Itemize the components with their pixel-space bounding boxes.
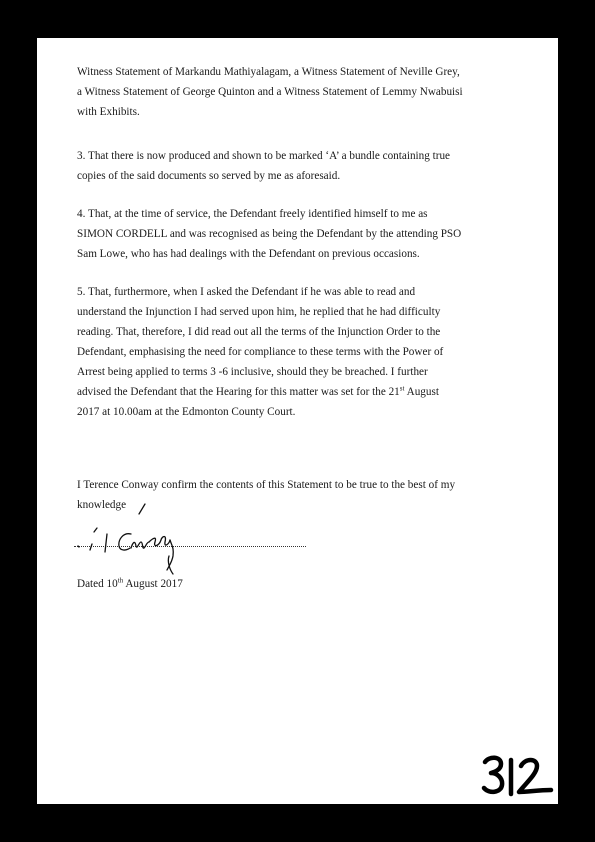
text-line: Defendant, emphasising the need for compliance to these terms with the Power of [77,346,444,358]
text-line: 2017 at 10.00am at the Edmonton County Court. [77,406,296,418]
text-line: SIMON CORDELL and was recognised as being the Defendant by the attending PSO [77,228,462,240]
hearing-date-text: advised the Defendant that the Hearing for this matter was set for the 21 [77,386,400,398]
paragraph-4 [77,204,507,264]
ordinal-suffix: th [117,576,124,585]
text-line: a Witness Statement of George Quinton and a Witness Statement of Lemmy Nwabuisi [77,86,463,98]
paragraph-3 [77,146,507,186]
text-line: Witness Statement of Markandu Mathiyalagam, a Witness Statement of Neville Grey, [77,66,460,78]
text-line: reading. That, therefore, I did read out all the terms of the Injunction Order to the [77,326,441,338]
text-line: 5. That, furthermore, when I asked the Defendant if he was able to read and [77,286,416,298]
ordinal-suffix: st [399,384,405,393]
text-line [77,574,507,594]
text-line: with Exhibits. [77,106,140,118]
text-line: Sam Lowe, who has had dealings with the Defendant on previous occasions. [77,248,420,260]
dated-month-year: August 2017 [123,578,183,590]
handwritten-page-number [479,750,559,800]
dated-line [77,574,507,594]
handwritten-signature [69,498,229,578]
paragraph-5 [77,282,507,422]
text-line: Arrest being applied to terms 3 -6 inclusive, should they be breached. I further [77,366,428,378]
dated-text: Dated 10 [77,578,118,590]
text-line: copies of the said documents so served by me as aforesaid. [77,170,341,182]
text-line: I Terence Conway confirm the contents of this Statement to be true to the best of my [77,479,456,491]
document-page [37,38,558,804]
text-line: knowledge [77,499,127,511]
hearing-month-text: August [404,386,439,398]
text-line [77,382,507,402]
paragraph-continuation [77,62,507,122]
text-line: 3. That there is now produced and shown to be marked ‘A’ a bundle containing true [77,150,451,162]
text-line: 4. That, at the time of service, the Defendant freely identified himself to me as [77,208,428,220]
text-line: understand the Injunction I had served upon him, he replied that he had difficulty [77,306,441,318]
